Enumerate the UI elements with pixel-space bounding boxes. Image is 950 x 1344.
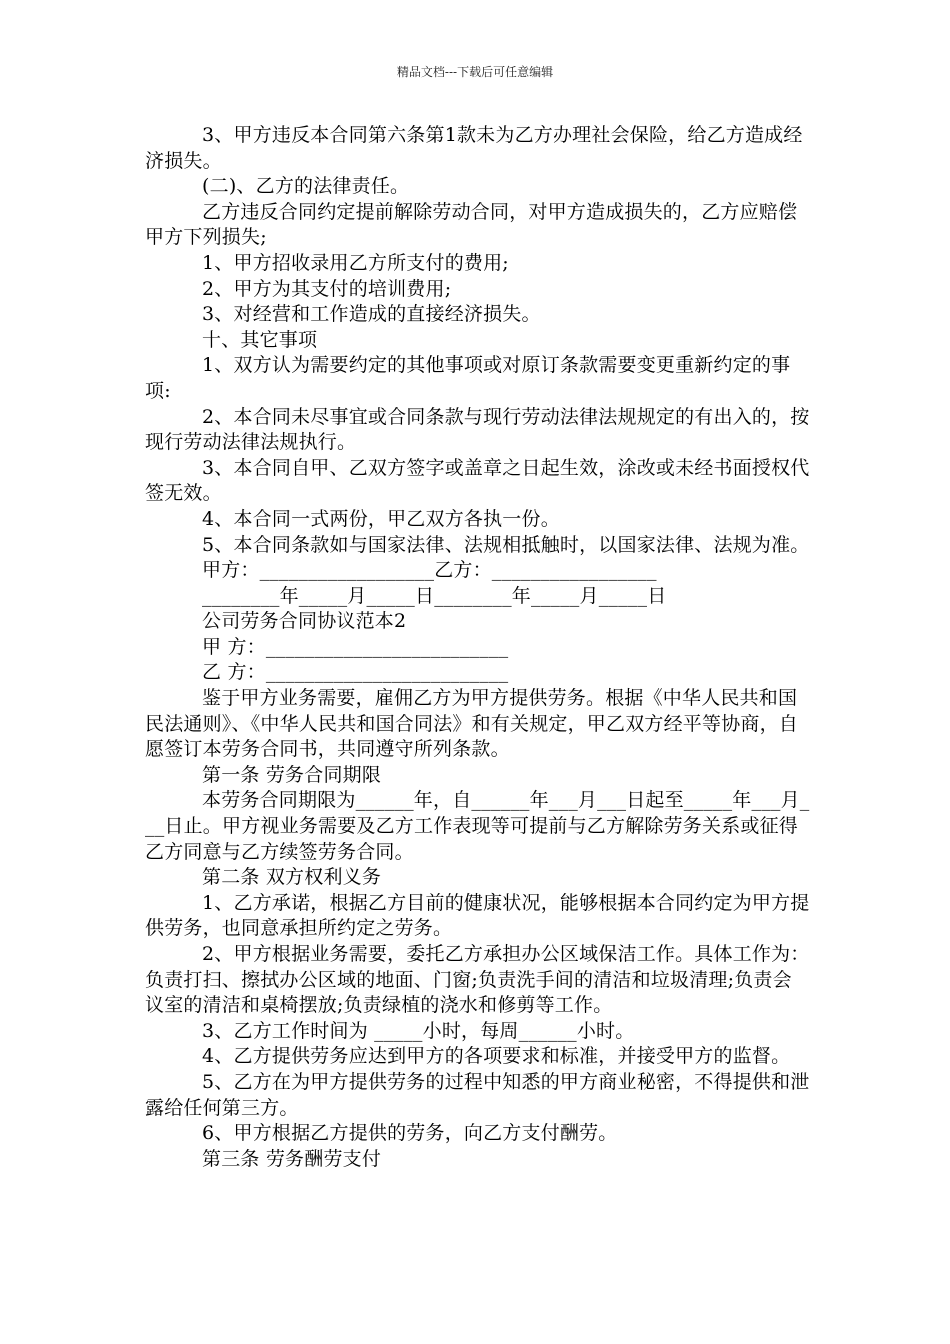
paragraph: 4、乙方提供劳务应达到甲方的各项要求和标准，并接受甲方的监督。 [202,1045,791,1068]
article-heading: 第二条 双方权利义务 [202,866,382,889]
paragraph: 鉴于甲方业务需要，雇佣乙方为甲方提供劳务。根据《中华人民共和国民法通则》、《中华人民共和国合同法》和有关规定，甲乙双方经平等协商，自愿签订本劳务合同书，共同遵守所列条款。 [145,687,799,761]
paragraph: 6、甲方根据乙方提供的劳务，向乙方支付酬劳。 [202,1122,618,1145]
paragraph: 4、本合同一式两份，甲乙双方各执一份。 [202,507,560,530]
paragraph: 2、甲方为其支付的培训费用; [202,277,452,300]
paragraph: 5、本合同条款如与国家法律、法规相抵触时，以国家法律、法规为准。 [202,533,810,556]
article-heading: 第一条 劳务合同期限 [202,763,382,786]
paragraph: 2、甲方根据业务需要，委托乙方承担办公区域保洁工作。具体工作为：负责打扫、擦拭办公区域的地面、门窗;负责洗手间的清洁和垃圾清理;负责会议室的清洁和桌椅摆放;负责绿植的浇水和修剪等工作。 [145,943,810,1017]
paragraph: 2、本合同未尽事宜或合同条款与现行劳动法律法规规定的有出入的，按现行劳动法律法规执行。 [145,405,810,454]
paragraph: 乙方违反合同约定提前解除劳动合同，对甲方造成损失的，乙方应赔偿甲方下列损失; [145,200,798,249]
paragraph: 本劳务合同期限为______年，自______年___月___日起至_____年___月___日止。甲方视业务需要及乙方工作表现等可提前与乙方解除劳务关系或征得乙方同意与乙方续签劳务合同。 [145,789,810,863]
paragraph: 3、对经营和工作造成的直接经济损失。 [202,303,541,326]
paragraph: 3、甲方违反本合同第六条第1款未为乙方办理社会保险，给乙方造成经济损失。 [145,124,803,172]
page-header: 精品文档---下载后可任意编辑 [396,65,554,79]
paragraph: 3、本合同自甲、乙双方签字或盖章之日起生效，涂改或未经书面授权代签无效。 [145,456,810,505]
paragraph: 3、乙方工作时间为 _____小时，每周______小时。 [202,1019,635,1042]
date-line: ________年_____月_____日________年_____月_____日 [202,584,667,607]
paragraph: 5、乙方在为甲方提供劳务的过程中知悉的甲方商业秘密，不得提供和泄露给任何第三方。 [145,1070,810,1119]
paragraph: 1、乙方承诺，根据乙方目前的健康状况，能够根据本合同约定为甲方提供劳务，也同意承担所约定之劳务。 [145,891,810,940]
party-b-line: 乙 方：_________________________ [202,661,509,684]
section-heading: 十、其它事项 [202,328,318,351]
signature-line: 甲方：__________________乙方：_________________ [202,559,657,582]
paragraph: 1、甲方招收录用乙方所支付的费用; [202,251,509,274]
article-heading: 第三条 劳务酬劳支付 [202,1147,382,1170]
paragraph: (二)、乙方的法律责任。 [202,175,410,198]
document-title: 公司劳务合同协议范本2 [202,610,407,633]
paragraph: 1、双方认为需要约定的其他事项或对原订条款需要变更重新约定的事项: [145,354,791,402]
party-a-line: 甲 方：_________________________ [202,635,509,658]
document-body [145,123,810,1172]
